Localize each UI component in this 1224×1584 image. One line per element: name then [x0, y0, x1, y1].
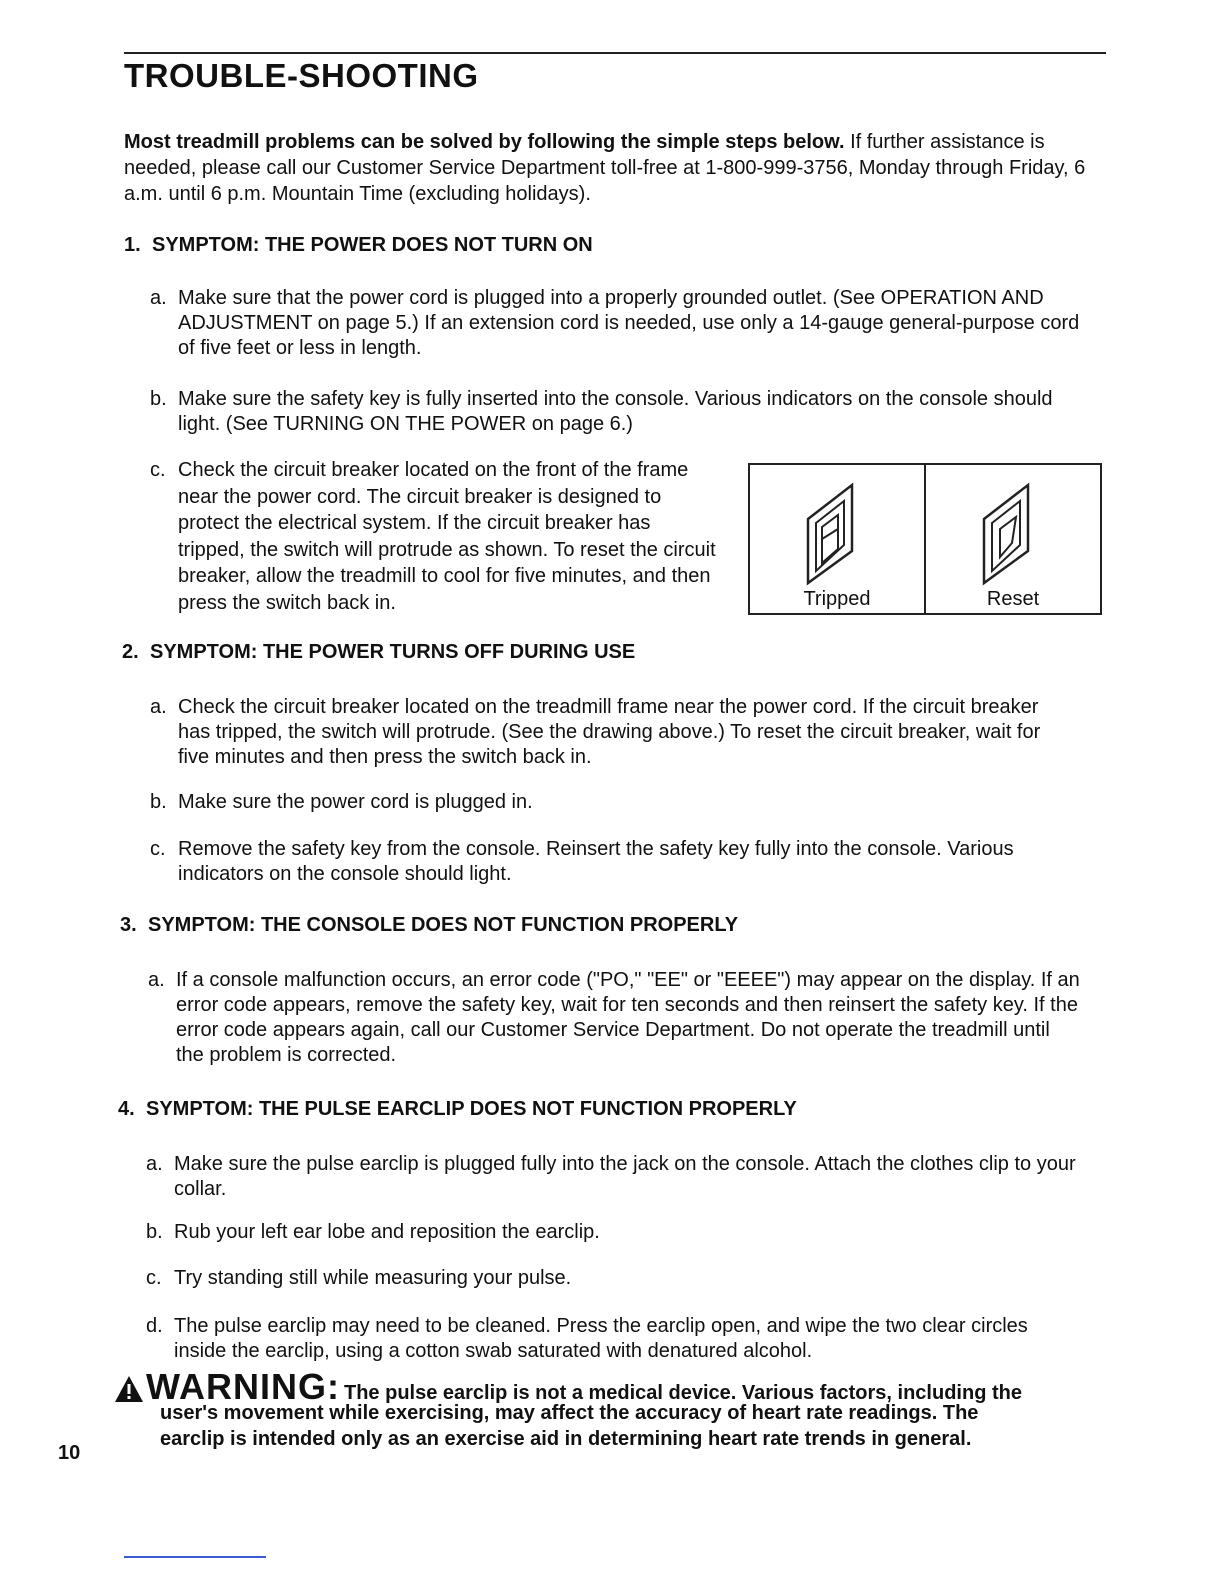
warning-triangle-icon — [114, 1375, 144, 1403]
warning-line-2: user's movement while exercising, may affect the accuracy of heart rate readings. The — [160, 1402, 979, 1424]
item-letter: a. — [150, 287, 167, 309]
reset-panel — [924, 465, 1100, 613]
item-letter: b. — [146, 1221, 163, 1243]
item-text: If a console malfunction occurs, an error code ("PO," "EE" or "EEEE") may appear on the display. If an error code appears, remove the safety key, wait for ten seconds and then reinsert the safety key. If the error code appears again, call our Customer Service Department. Do not operate the treadmill until the problem is corrected. — [176, 969, 1080, 1066]
symptom-4-item-c — [146, 1266, 1046, 1291]
tripped-panel — [750, 465, 924, 613]
circuit-breaker-diagram — [748, 463, 1102, 615]
top-rule — [124, 52, 1106, 54]
item-letter: d. — [146, 1315, 163, 1337]
symptom-3-item-a — [148, 968, 1083, 1068]
symptom-title: SYMPTOM: THE POWER DOES NOT TURN ON — [152, 234, 593, 256]
intro-paragraph — [124, 129, 1104, 207]
item-letter: b. — [150, 791, 167, 813]
warning-label: WARNING: — [146, 1366, 340, 1407]
intro-bold: Most treadmill problems can be solved by following the simple steps below. — [124, 131, 845, 153]
warning-block — [114, 1366, 1094, 1452]
page-number: 10 — [58, 1442, 81, 1464]
symptom-title: SYMPTOM: THE PULSE EARCLIP DOES NOT FUNCTION PROPERLY — [146, 1098, 797, 1120]
footer-line — [124, 1556, 266, 1558]
symptom-4-item-d — [146, 1314, 1046, 1364]
symptom-number: 2. — [122, 641, 139, 663]
item-text: Check the circuit breaker located on the front of the frame near the power cord. The circuit breaker is designed to protect the electrical system. If the circuit breaker has tripped, the switch will protrude as shown. To reset the circuit breaker, allow the treadmill to cool for five minutes, and then press the switch back in. — [178, 459, 716, 614]
item-text: Try standing still while measuring your pulse. — [174, 1267, 572, 1289]
warning-line-1: The pulse earclip is not a medical device. Various factors, including the — [343, 1382, 1022, 1404]
symptom-2-heading — [122, 641, 635, 664]
tripped-switch-icon — [802, 479, 878, 587]
page-title: TROUBLE-SHOOTING — [124, 57, 479, 94]
item-text: Make sure the power cord is plugged in. — [178, 791, 533, 813]
item-letter: a. — [150, 696, 167, 718]
symptom-1-item-a — [150, 286, 1080, 361]
item-letter: c. — [150, 459, 166, 481]
symptom-1-item-b — [150, 387, 1080, 437]
symptom-title: SYMPTOM: THE POWER TURNS OFF DURING USE — [150, 641, 636, 663]
item-text: Rub your left ear lobe and reposition the earclip. — [174, 1221, 600, 1243]
item-text: Make sure the pulse earclip is plugged fully into the jack on the console. Attach the clothes clip to your collar. — [174, 1153, 1076, 1200]
item-letter: a. — [146, 1153, 163, 1175]
item-text: Remove the safety key from the console. Reinsert the safety key fully into the console. Various indicators on the console should light. — [178, 838, 1014, 885]
reset-label: Reset — [986, 588, 1040, 610]
symptom-3-heading — [120, 914, 738, 937]
tripped-label: Tripped — [803, 588, 871, 610]
symptom-number: 1. — [124, 234, 141, 256]
symptom-2-item-a — [150, 695, 1050, 770]
item-text: The pulse earclip may need to be cleaned. Press the earclip open, and wipe the two clear circles inside the earclip, using a cotton swab saturated with denatured alcohol. — [174, 1315, 1028, 1362]
reset-switch-icon — [978, 479, 1054, 587]
symptom-1-heading — [124, 234, 593, 257]
symptom-number: 3. — [120, 914, 137, 936]
item-text: Make sure that the power cord is plugged into a properly grounded outlet. (See OPERATION AND ADJUSTMENT on page 5.) If an extension cord is needed, use only a 14-gauge general-purpose cord of five feet or less in length. — [178, 287, 1080, 359]
warning-line-3: earclip is intended only as an exercise aid in determining heart rate trends in general. — [160, 1428, 972, 1450]
item-text: Check the circuit breaker located on the treadmill frame near the power cord. If the circuit breaker has tripped, the switch will protrude. (See the drawing above.) To reset the circuit breaker, wait for five minutes and then press the switch back in. — [178, 696, 1041, 768]
item-letter: b. — [150, 388, 167, 410]
symptom-4-item-a — [146, 1152, 1086, 1202]
symptom-2-item-b — [150, 790, 1050, 815]
symptom-number: 4. — [118, 1098, 135, 1120]
item-letter: a. — [148, 969, 165, 991]
symptom-title: SYMPTOM: THE CONSOLE DOES NOT FUNCTION PROPERLY — [148, 914, 739, 936]
symptom-4-item-b — [146, 1220, 1046, 1245]
symptom-2-item-c — [150, 837, 1090, 887]
item-letter: c. — [146, 1267, 162, 1289]
item-letter: c. — [150, 838, 166, 860]
symptom-1-item-c — [150, 457, 722, 616]
intro-rest: If further assistance is needed, please call our Customer Service Department toll-free at 1-800-999-3756, Monday through Friday, 6 a.m. until 6 p.m. Mountain Time (excluding holidays). — [124, 131, 1086, 205]
symptom-4-heading — [118, 1098, 797, 1121]
item-text: Make sure the safety key is fully inserted into the console. Various indicators on the console should light. (See TURNING ON THE POWER on page 6.) — [178, 388, 1053, 435]
